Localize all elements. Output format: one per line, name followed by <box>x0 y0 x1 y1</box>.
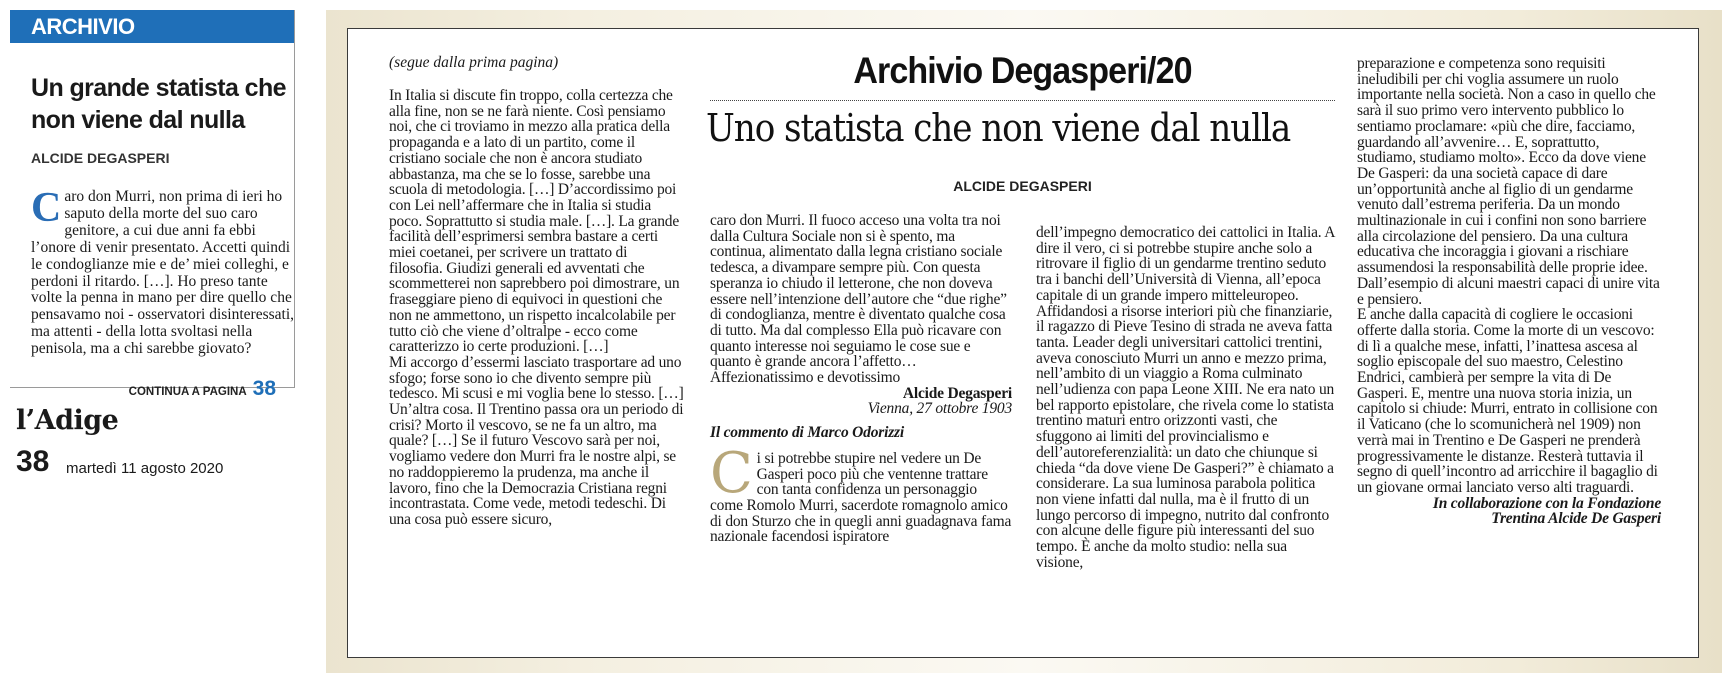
letter-closing: Affezionatissimo e devotissimo <box>710 369 901 387</box>
letter-place-date: Vienna, 27 ottobre 1903 <box>867 400 1012 418</box>
continued-note: (segue dalla prima pagina) <box>389 54 559 71</box>
article-title: Uno statista che non viene dal nulla <box>706 106 1291 150</box>
letter-signature: Alcide Degasperi <box>902 384 1012 402</box>
comment-dropcap: C <box>710 440 753 506</box>
continue-link[interactable] <box>129 377 276 401</box>
page-number: 38 <box>16 445 50 478</box>
paragraph: Mi accorgo d’essermi lasciato trasportare ad uno sfogo; forse sono io che divento sempre più tedesco. Mi scusi e mi voglia bene lo stesso. […] <box>389 353 684 403</box>
collaboration-credit-line-1: In collaborazione con la Fondazione <box>1432 494 1661 512</box>
article-column-1 <box>389 88 684 528</box>
paragraph: dell’impegno democratico dei cattolici in Italia. A dire il vero, ci si potrebbe stupire anche solo a ritrovare il figlio di un gendarme trentino seduto tra i banchi dell’Università di Vienna, all’epoca capitale di un grande impero mitteleuropeo. Affidandosi a risorse interiori più che finanziarie, il ragazzo di Pieve Tesino di strada ne aveva fatta tanta. Leader degli universitari cattolici trentini, aveva conosciuto Murri un anno e mezzo prima, nell’ambito di un viaggio a Roma culminato nell’udienza con papa Leone XIII. Ne era nato un bel rapporto epistolare, che rivela come lo statista trentino maturi entro orizzonti vasti, che sfuggono ai limiti del provincialismo e dell’autoreferenzialità: un dato che chiunque si chieda “da dove viene De Gasperi?” è chiamato a considerare. La sua luminosa parabola politica non viene infatti dal nulla, ma è il frutto di un lungo percorso di impegno, nutrito dal confronto con alcune delle figure più interessanti del suo tempo. È anche da molto studio: nella sua visione, <box>1036 224 1335 571</box>
comment-text: i si potrebbe stupire nel vedere un De Gasperi poco più che ventenne trattare con tanta confidenza un personaggio come Romolo Murri, sacerdote romagnolo amico di don Sturzo che in quegli anni guadagnava fama nazionale facendosi ispiratore <box>710 449 1012 546</box>
paragraph: Un’altra cosa. Il Trentino passa ora un periodo di crisi? Morto il vescovo, se ne fa un altro, ma quale? […] Se il futuro Vescovo sarà per noi, vogliamo vedere don Murri fra le nostre alpi, se no raddoppieremo la prudenza, ma anche il lavoro, fino che la Democrazia Cristiana regni incontrastata. Come vede, metodi tedeschi. Di una cosa può essere sicuro, <box>389 401 684 528</box>
newspaper-masthead: l’Adige <box>16 405 119 436</box>
comment-heading: Il commento di Marco Odorizzi <box>710 424 904 442</box>
continue-label: CONTINUA A PAGINA <box>128 386 247 398</box>
sidebar-title: Un grande statista che non viene dal nulla <box>31 74 286 134</box>
article-column-4 <box>1357 56 1661 527</box>
sidebar-excerpt <box>31 185 301 358</box>
article-kicker: Archivio Degasperi/20 <box>853 50 1192 91</box>
issue-date: martedì 11 agosto 2020 <box>66 460 224 477</box>
continue-page-number: 38 <box>252 377 276 400</box>
paragraph: preparazione e competenza sono requisiti ineludibili per chi voglia assumere un ruolo importante nella società. Non a caso in quello che sarà il suo primo vero intervento pubblico lo sentiamo proclamare: «più che dire, facciamo, guardando all’avvenire… E, soprattutto, studiamo, studiamo molto». Ecco da dove viene De Gasperi: da una società capace di dare un’opportunità anche al figlio di un gendarme venuto dall’estrema periferia. Da un mondo multinazionale in cui i confini non sono barriere alla circolazione del pensiero. Da una cultura educativa che incoraggia i giovani a rischiare assumendosi la responsabilità delle proprie idee. Dall’esempio di alcuni maestri capaci di unire vita e pensiero. <box>1357 55 1660 308</box>
article-column-2 <box>710 213 1012 545</box>
article-column-3 <box>1036 225 1336 570</box>
article-author: ALCIDE DEGASPERI <box>953 178 1092 194</box>
sidebar-excerpt-text: aro don Murri, non prima di ieri ho saputo della morte del suo caro genitore, a cui due anni fa ebbi l’onore di venir presentato. Accetti quindi le condoglianze mie e de’ miei colleghi, e perdoni il ritardo. […]. Ho preso tante volte la penna in mano per dire quello che pensavamo noi - osservatori disinteressati, ma attenti - della lotta svoltasi nella penisola, ma a chi sarebbe giovato? <box>31 188 295 358</box>
sidebar-header: ARCHIVIO DEGASPERI/20 <box>10 10 294 43</box>
sidebar-dropcap: C <box>31 185 62 231</box>
kicker-divider <box>710 100 1335 101</box>
paragraph: In Italia si discute fin troppo, colla certezza che alla fine, non se ne farà niente. Così pensiamo noi, che ci troviamo in mezzo alla pratica della propaganda e a lato di un partito, come il cristiano sociale che non è ancora studiato abbastanza, ma che se lo fosse, sarebbe una scuola di metodologia. […] D’accordissimo poi con Lei nell’affermare che in Italia si studia poco. Soprattutto si studia male. […]. La grande facilità dell’esprimersi sembra bastare a certi miei coetanei, per scrivere un trattato di filosofia. Giudizi generali ed avventati che scommetterei non saprebbero poi dimostrare, un fraseggiare pieno di equivoci in questioni che non ne ammettono, un rispetto incalcolabile per tutto ciò che viene d’oltralpe - ecco come caratterizzo io certe produzioni. […] <box>389 87 680 356</box>
comment-paragraph <box>710 440 1012 546</box>
sidebar-teaser <box>10 10 295 400</box>
sidebar-author: ALCIDE DEGASPERI <box>31 150 170 166</box>
paragraph: caro don Murri. Il fuoco acceso una volta tra noi dalla Cultura Sociale non si è spento, ma continua, alimentato dalla legna cristiano sociale tedesca, a divampare sempre più. Con questa speranza io chiudo il letterone, che non doveva essere nell’intenzione dell’autore che “due righe” di condoglianza, mentre è diventato qualche cosa di tutto. Ma dal complesso Ella può ricavare con quanto interesse noi seguiamo le cose sue e quanto è grande ancora l’affetto… <box>710 212 1007 371</box>
paragraph: E anche dalla capacità di cogliere le occasioni offerte dalla storia. Come la morte di un vescovo: di lì a qualche mese, infatti, l’inattesa ascesa al soglio episcopale del suo maestro, Celestino Endrici, cambierà per sempre la vita di De Gasperi. E, mentre una nuova storia inizia, un capitolo si chiude: Murri, entrato in collisione con il Vaticano (che lo scomunicherà nel 1909) non verrà mai in Trentino e De Gasperi ne prenderà progressivamente le distanze. Resterà tuttavia il segno di quell’incontro ad arricchire il bagaglio di un giovane ormai lanciato verso alti traguardi. <box>1357 306 1658 496</box>
collaboration-credit-line-2: Trentina Alcide De Gasperi <box>1491 510 1661 528</box>
